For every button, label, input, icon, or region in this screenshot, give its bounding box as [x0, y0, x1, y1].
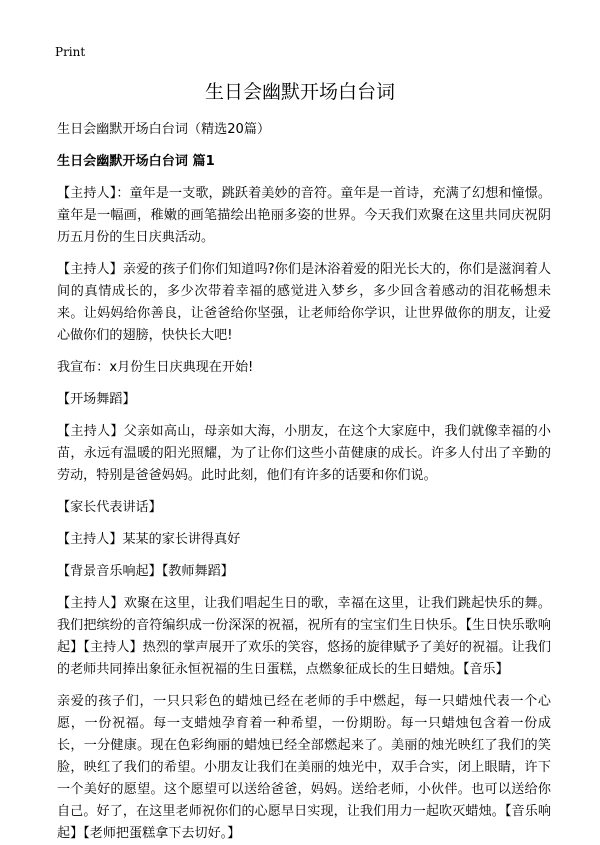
paragraph-opening-dance: 【开场舞蹈】: [57, 392, 136, 407]
paragraph-parents: 【主持人】父亲如高山，母亲如大海，小朋友，在这个大家庭中，我们就像幸福的小苗，永远有温暖的阳光照耀，为了让你们这些小苗健康的成长。许多人付出了辛勤的劳动，特别是爸爸妈妈。此时此刻，他们有许多的话要和你们说。: [57, 424, 551, 483]
paragraph-host-remark: 【主持人】某某的家长讲得真好: [57, 532, 241, 547]
section-heading: 生日会幽默开场白台词 篇1: [57, 154, 215, 169]
paragraph-parent-speech: 【家长代表讲话】: [57, 500, 162, 515]
document-subtitle: 生日会幽默开场白台词（精选20篇）: [57, 122, 271, 137]
paragraph-candles: 亲爱的孩子们，一只只彩色的蜡烛已经在老师的手中燃起，每一只蜡烛代表一个心愿，一份祝福。每一支蜡烛孕育着一种希望，一份期盼。每一只蜡烛包含着一份成长，一分健康。现在色彩绚丽的蜡烛已经全部燃起来了。美丽的烛光映红了我们的笑脸，映红了我们的希望。小朋友让我们在美丽的烛光中，双手合实，闭上眼睛，许下一个美好的愿望。这个愿望可以送给爸爸，妈妈。送给老师，小伙伴。也可以送给你自己。好了，在这里老师祝你们的心愿早日实现，让我们用力一起吹灭蜡烛。【音乐响起】【老师把蛋糕拿下去切好。】: [57, 694, 551, 841]
paragraph-announcement: 我宣布：x月份生日庆典现在开始!: [57, 360, 254, 375]
page-title: 生日会幽默开场白台词: [204, 81, 395, 103]
print-link[interactable]: Print: [55, 45, 86, 59]
paragraph-birthday-song: 【主持人】欢聚在这里，让我们唱起生日的歌，幸福在这里，让我们跳起快乐的舞。我们把缤纷的音符编织成一份深深的祝福，祝所有的宝宝们生日快乐。【生日快乐歌响起】【主持人】热烈的掌声展开了欢乐的笑容，悠扬的旋律赋予了美好的祝福。让我们的老师共同捧出象征永恒祝福的生日蛋糕，点燃象征成长的生日蜡烛。【音乐】: [57, 596, 551, 677]
paragraph-teacher-dance: 【背景音乐响起】【教师舞蹈】: [57, 564, 234, 579]
document-body: [57, 119, 551, 845]
paragraph-intro: 【主持人】：童年是一支歌，跳跃着美妙的音符。童年是一首诗，充满了幻想和憧憬。童年是一幅画，稚嫩的画笔描绘出艳丽多姿的世界。今天我们欢聚在这里共同庆祝阴历五月份的生日庆典活动。: [57, 186, 551, 245]
paragraph-host-blessing: 【主持人】亲爱的孩子们你们知道吗?你们是沐浴着爱的阳光长大的，你们是滋润着人间的真情成长的，多少次带着幸福的感觉进入梦乡，多少回含着感动的泪花畅想未来。让妈妈给你善良，让爸爸给你坚强，让老师给你学识，让世界做你的朋友，让爱心做你们的翅膀，快快长大吧!: [57, 262, 551, 343]
